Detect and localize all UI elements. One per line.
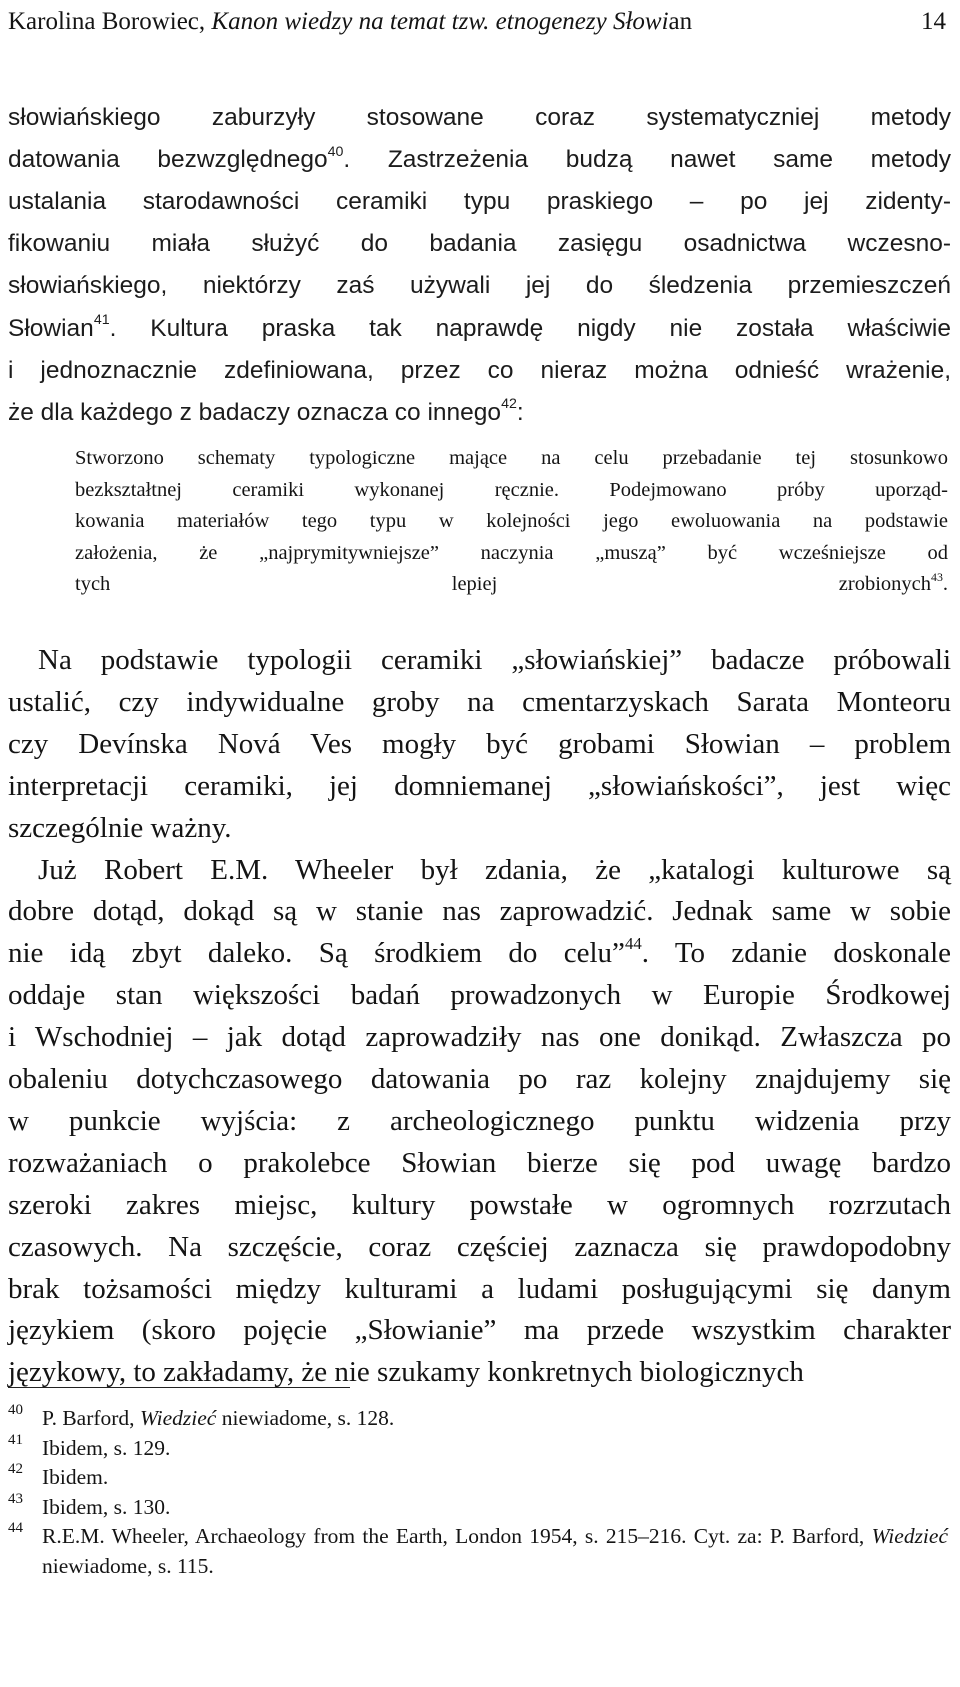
- body-line: szeroki zakres miejsc, kultury powstałe w ogromnych rozrzutach: [8, 1188, 951, 1221]
- footnote-reference[interactable]: 40: [327, 143, 344, 160]
- line-text: . To zdanie doskonale: [641, 937, 951, 970]
- intro-line: ustalania starodawności ceramiki typu praskiego – po jej zidenty-: [8, 188, 951, 216]
- intro-line: [8, 308, 951, 350]
- body-line: dobre dotąd, dokąd są w stanie nas zaprowadzić. Jednak same w sobie: [8, 895, 951, 928]
- footnote-41: [8, 1431, 948, 1464]
- footnotes: [8, 1384, 948, 1582]
- body-line: językowy, to zakładamy, że nie szukamy konkretnych biologicznych: [8, 1356, 804, 1389]
- footnote-number: 43: [8, 1490, 23, 1507]
- body-line: językiem (skoro pojęcie „Słowianie” ma przede wszystkim charakter: [8, 1314, 951, 1347]
- line-text: . Kultura praska tak naprawdę nigdy nie została właściwie: [109, 314, 951, 342]
- body-line: brak tożsamości między kulturami a ludami posługującymi się danym: [8, 1272, 951, 1305]
- intro-line: [8, 139, 951, 181]
- footnote-text: niewiadome, s. 115.: [42, 1553, 214, 1578]
- line-text: datowania bezwzględnego: [8, 146, 328, 174]
- page-number: 14: [921, 8, 946, 35]
- line-text: .: [942, 573, 948, 596]
- footnote-43: [8, 1490, 948, 1523]
- body-line: ustalić, czy indywidualne groby na cmentarzyskach Sarata Monteoru: [8, 685, 951, 718]
- line-text: tych lepiej zrobionych: [75, 573, 931, 596]
- intro-line: fikowaniu miała służyć do badania zasięgu osadnictwa wczesno-: [8, 230, 951, 258]
- footnote-text: Ibidem, s. 129.: [42, 1435, 171, 1460]
- header-title-suffix: an: [668, 8, 693, 35]
- line-text: . Zastrzeżenia budzą nawet same metody: [343, 146, 951, 174]
- line-text: :: [516, 398, 524, 426]
- line-text: Słowian: [8, 314, 94, 342]
- quote-line: kowania materiałów tego typu w kolejności jego ewoluowania na podstawie: [75, 510, 948, 533]
- intro-line: słowiańskiego zaburzyły stosowane coraz systematyczniej metody: [8, 104, 951, 131]
- quote-line: założenia, że „najprymitywniejsze” naczynia „muszą” być wcześniejsze od: [75, 541, 948, 564]
- footnote-text: P. Barford,: [42, 1406, 140, 1430]
- footnote-number: 41: [8, 1431, 23, 1448]
- intro-line: słowiańskiego, niektórzy zaś używali jej do śledzenia przemieszczeń: [8, 272, 951, 300]
- footnote-40: [8, 1404, 948, 1434]
- body-line: szczególnie ważny.: [8, 811, 232, 844]
- body-line: [8, 933, 951, 975]
- line-text: że dla każdego z badaczy oznacza co innego: [8, 398, 502, 426]
- body-line: czy Devínska Nová Ves mogły być grobami Słowian – problem: [8, 727, 951, 760]
- footnote-reference[interactable]: 42: [501, 396, 517, 413]
- footnote-number: 42: [8, 1461, 23, 1478]
- footnote-reference[interactable]: 41: [93, 312, 110, 329]
- footnote-text: R.E.M. Wheeler, Archaeology from the Earth, London 1954, s. 215–216. Cyt. za: P. Barford,: [42, 1524, 872, 1549]
- footnote-44: [8, 1522, 948, 1581]
- body-line: i Wschodniej – jak dotąd zaprowadziły nas one donikąd. Zwłaszcza po: [8, 1021, 951, 1054]
- footnote-42: [8, 1463, 948, 1493]
- footnote-number: 44: [8, 1520, 23, 1537]
- line-text: nie idą zbyt daleko. Są środkiem do celu”: [8, 937, 625, 970]
- header-title: [8, 2, 692, 42]
- footnote-reference[interactable]: 43: [931, 569, 943, 584]
- quote-line: [75, 569, 948, 601]
- footnote-text: Ibidem.: [42, 1465, 109, 1490]
- body-line: Już Robert E.M. Wheeler był zdania, że „katalogi kulturowe są: [38, 853, 951, 886]
- body-line: interpretacji ceramiki, jej domniemanej „słowiańskości”, jest więc: [8, 769, 951, 802]
- body-line: czasowych. Na szczęście, coraz częściej zaznacza się prawdopodobny: [8, 1230, 951, 1263]
- body-line: oddaje stan większości badań prowadzonych w Europie Środkowej: [8, 979, 951, 1012]
- header-work-title: Kanon wiedzy na temat tzw. etnogenezy Słowi: [211, 8, 669, 35]
- footnote-number: 40: [8, 1402, 23, 1418]
- body-line: obaleniu dotychczasowego datowania po raz kolejny znajdujemy się: [8, 1063, 951, 1095]
- footnote-text: Ibidem, s. 130.: [42, 1494, 171, 1519]
- running-header: [8, 2, 952, 42]
- body-line: w punkcie wyjścia: z archeologicznego punktu widzenia przy: [8, 1104, 951, 1137]
- body-line: rozważaniach o prakolebce Słowian bierze się pod uwagę bardzo: [8, 1146, 951, 1179]
- intro-line: [8, 392, 951, 434]
- footnote-text: niewiadome, s. 128.: [216, 1406, 395, 1430]
- intro-line: i jednoznacznie zdefiniowana, przez co nieraz można odnieść wrażenie,: [8, 356, 951, 384]
- quote-line: Stworzono schematy typologiczne mające na celu przebadanie tej stosunkowo: [75, 447, 948, 469]
- footnote-italic-title: Wiedzieć: [139, 1406, 217, 1430]
- quote-line: bezkształtnej ceramiki wykonanej ręcznie. Podejmowano próby uporząd-: [75, 478, 948, 501]
- footnote-reference[interactable]: 44: [624, 934, 642, 954]
- header-author: Karolina Borowiec,: [8, 8, 212, 35]
- body-line: Na podstawie typologii ceramiki „słowiańskiej” badacze próbowali: [38, 644, 951, 676]
- footnote-italic-title: Wiedzieć: [871, 1524, 948, 1549]
